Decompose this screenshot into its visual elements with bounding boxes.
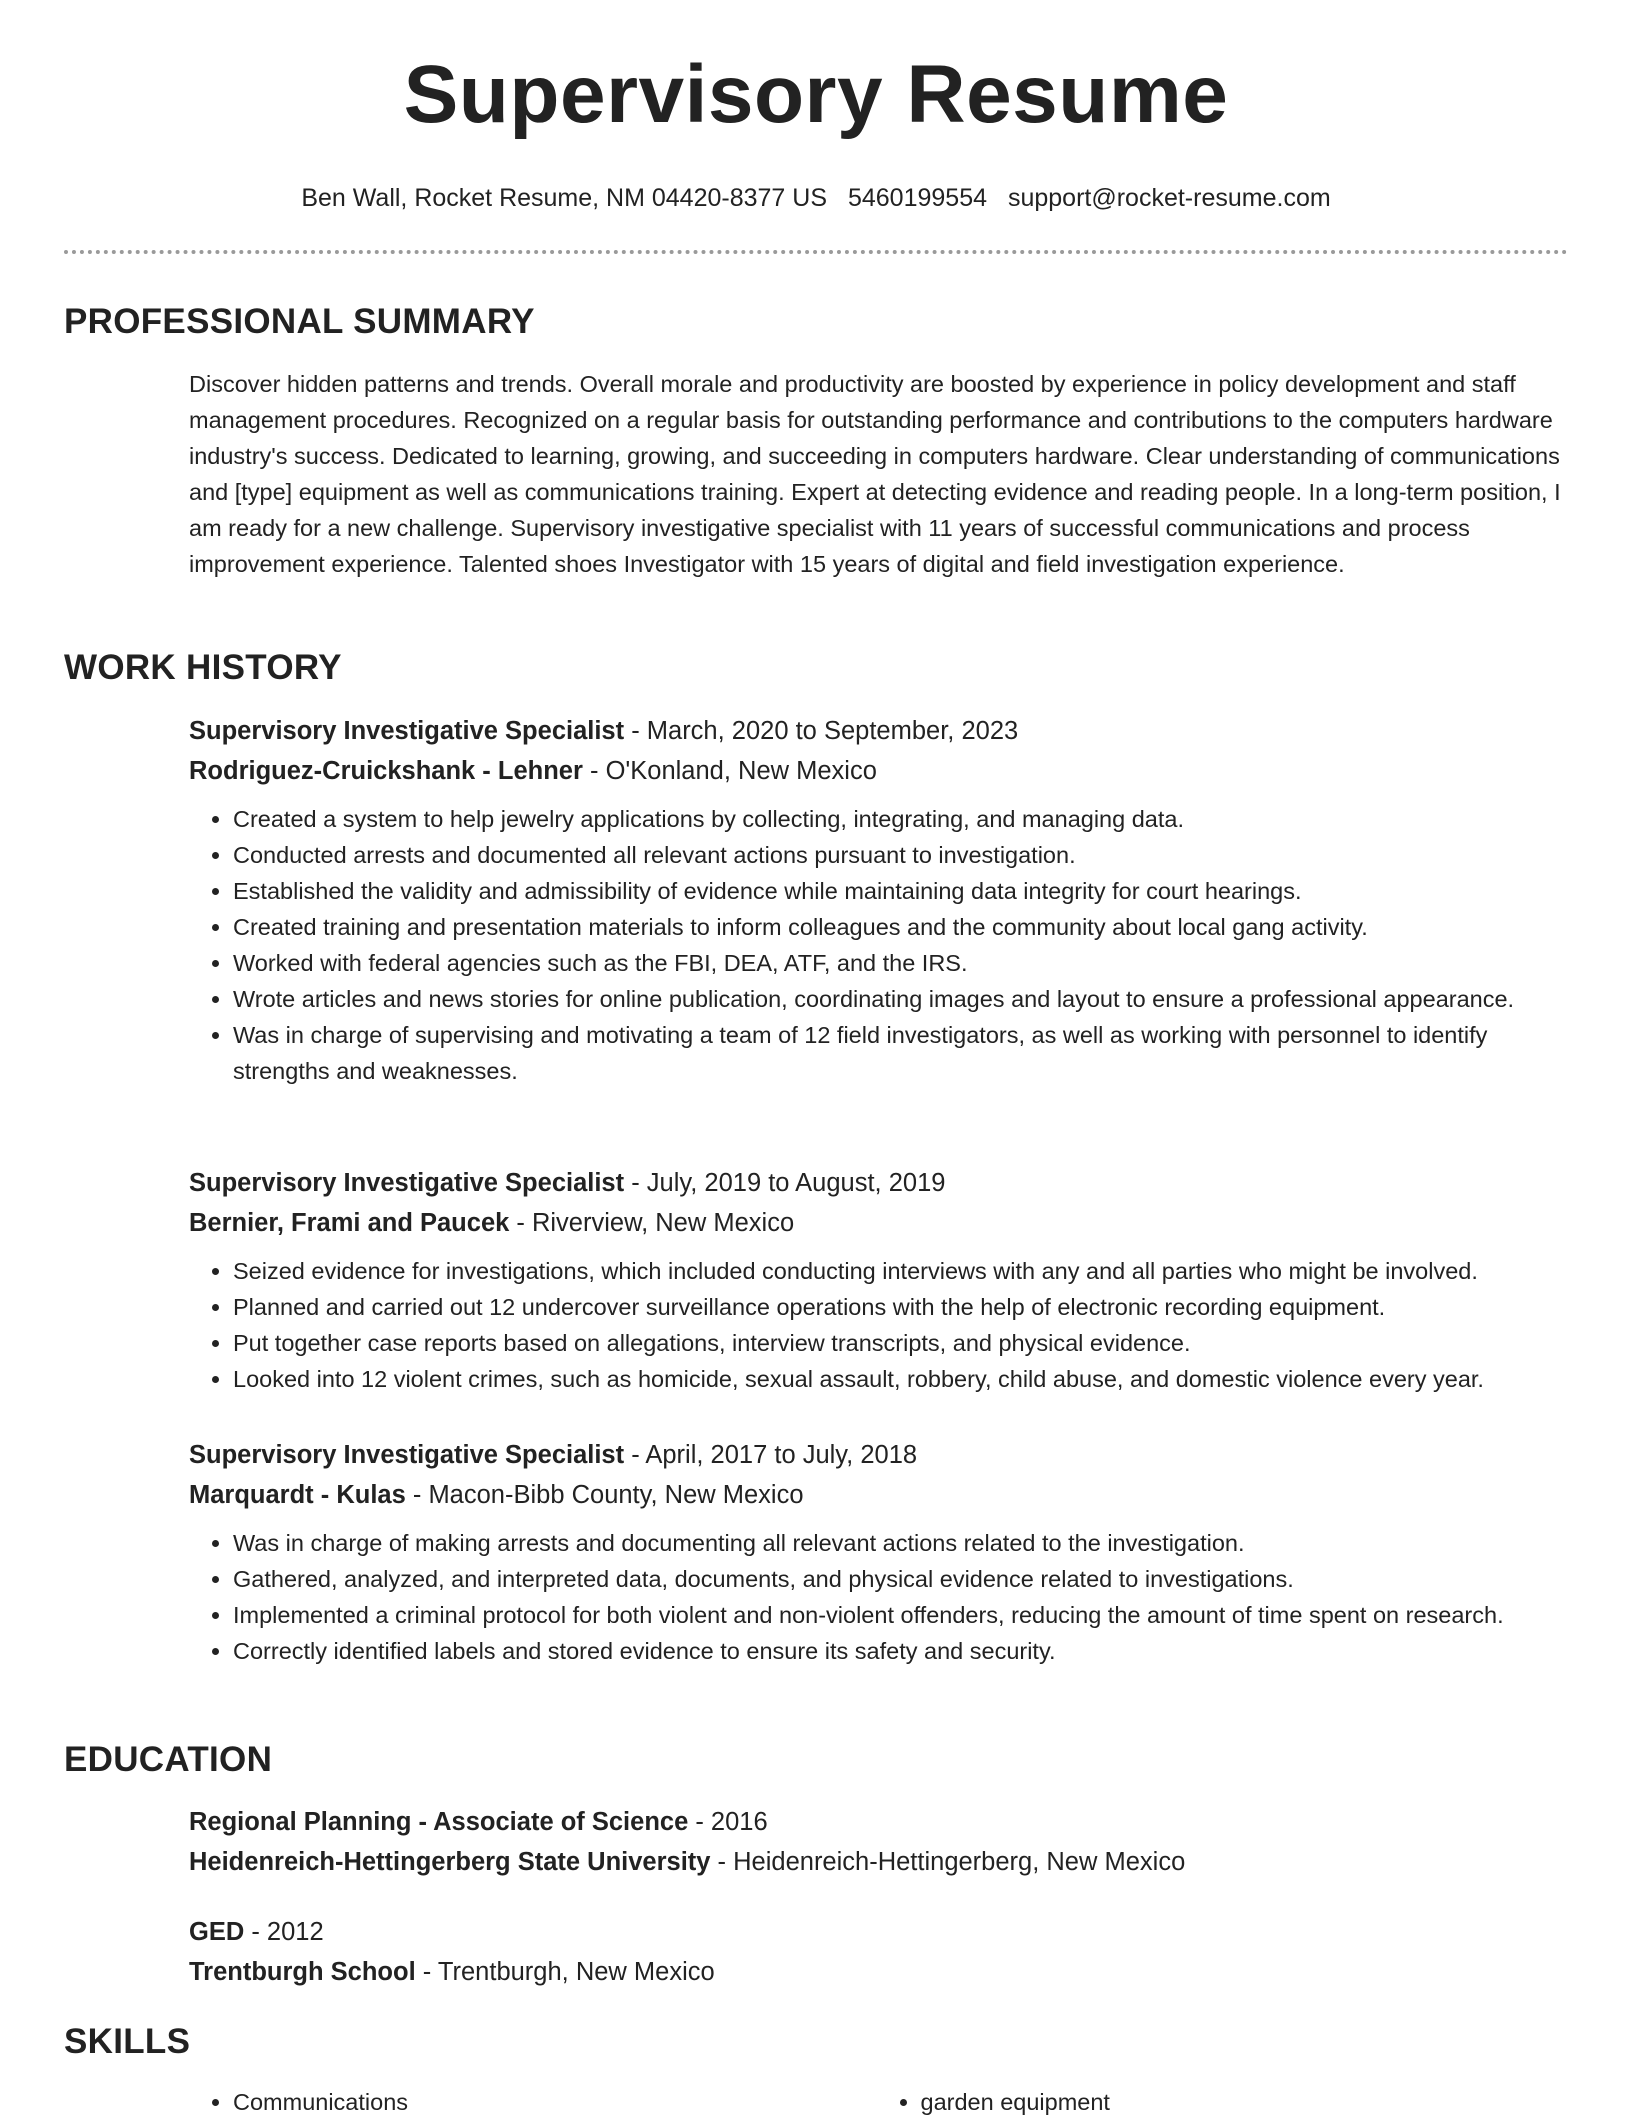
education-school: Heidenreich-Hettingerberg State University [189, 1848, 711, 1876]
education-degree: Regional Planning - Associate of Science [189, 1808, 689, 1836]
education-entry [189, 1806, 1564, 1878]
section-heading-skills: SKILLS [64, 2022, 191, 2061]
job-title: Supervisory Investigative Specialist [189, 717, 625, 745]
contact-line [0, 183, 1632, 213]
education-degree: GED [189, 1918, 245, 1946]
list-item: • Worked with federal agencies such as the FBI, DEA, ATF, and the IRS. [233, 945, 1564, 981]
education-year: - 2012 [244, 1918, 324, 1946]
education-entry [189, 1916, 1564, 1988]
education-school: Trentburgh School [189, 1958, 416, 1986]
section-heading-work-history: WORK HISTORY [64, 648, 342, 687]
job-bullets [189, 801, 1564, 1089]
job-entry [189, 715, 1564, 1089]
job-location: - Riverview, New Mexico [509, 1209, 795, 1237]
education-location: - Heidenreich-Hettingerberg, New Mexico [710, 1848, 1186, 1876]
skill-item: • Communications [233, 2084, 877, 2120]
list-item: • Created a system to help jewelry applications by collecting, integrating, and managing data. [233, 801, 1564, 837]
job-company-line [189, 755, 1564, 787]
job-bullets [189, 1253, 1564, 1397]
skills-list-right [877, 2084, 1565, 2120]
job-dates: - March, 2020 to September, 2023 [624, 717, 1019, 745]
education-school-line [189, 1956, 1564, 1988]
education-location: - Trentburgh, New Mexico [415, 1958, 715, 1986]
job-title-line [189, 1167, 1564, 1199]
list-item: • Was in charge of making arrests and documenting all relevant actions related to the investigation. [233, 1525, 1564, 1561]
job-location: - Macon-Bibb County, New Mexico [405, 1481, 804, 1509]
job-bullets [189, 1525, 1564, 1669]
job-entry [189, 1167, 1564, 1397]
list-item: • Seized evidence for investigations, which included conducting interviews with any and all parties who might be involved. [233, 1253, 1564, 1289]
summary-block [189, 366, 1564, 582]
section-heading-education: EDUCATION [64, 1740, 273, 1779]
job-location: - O'Konland, New Mexico [582, 757, 877, 785]
education-degree-line [189, 1806, 1564, 1838]
skills-columns [189, 2084, 1564, 2120]
job-entry [189, 1439, 1564, 1669]
education-year: - 2016 [688, 1808, 768, 1836]
education-degree-line [189, 1916, 1564, 1948]
summary-text: Discover hidden patterns and trends. Overall morale and productivity are boosted by experience in policy development and staff management procedures. Recognized on a regular basis for outstanding performance and contributions to the computers hardware industry's success. Dedicated to learning, growing, and succeeding in computers hardware. Clear understanding of communications and [type] equipment as well as communications training. Expert at detecting evidence and reading people. In a long-term position, I am ready for a new challenge. Supervisory investigative specialist with 11 years of successful communications and process improvement experience. Talented shoes Investigator with 15 years of digital and field investigation experience. [189, 371, 1561, 577]
job-title-line [189, 1439, 1564, 1471]
job-title: Supervisory Investigative Specialist [189, 1441, 625, 1469]
skills-block [189, 2084, 1564, 2120]
section-heading-summary: PROFESSIONAL SUMMARY [64, 302, 535, 341]
education-school-line [189, 1846, 1564, 1878]
page-title: Supervisory Resume [403, 49, 1229, 140]
job-company: Rodriguez-Cruickshank - Lehner [189, 757, 583, 785]
contact-address: Ben Wall, Rocket Resume, NM 04420-8377 US [301, 184, 828, 212]
skill-item: • garden equipment [921, 2084, 1565, 2120]
list-item: • Planned and carried out 12 undercover surveillance operations with the help of electronic recording equipment. [233, 1289, 1564, 1325]
job-company-line [189, 1479, 1564, 1511]
list-item: • Wrote articles and news stories for online publication, coordinating images and layout to ensure a professional appearance. [233, 981, 1564, 1017]
header-divider [64, 250, 1568, 254]
list-item: • Created training and presentation materials to inform colleagues and the community about local gang activity. [233, 909, 1564, 945]
list-item: • Established the validity and admissibility of evidence while maintaining data integrity for court hearings. [233, 873, 1564, 909]
list-item: • Conducted arrests and documented all relevant actions pursuant to investigation. [233, 837, 1564, 873]
contact-phone: 5460199554 [847, 184, 988, 212]
contact-email: support@rocket-resume.com [1007, 184, 1331, 212]
job-title: Supervisory Investigative Specialist [189, 1169, 625, 1197]
job-company: Bernier, Frami and Paucek [189, 1209, 510, 1237]
list-item: • Gathered, analyzed, and interpreted data, documents, and physical evidence related to investigations. [233, 1561, 1564, 1597]
job-company: Marquardt - Kulas [189, 1481, 406, 1509]
job-dates: - April, 2017 to July, 2018 [624, 1441, 918, 1469]
list-item: • Was in charge of supervising and motivating a team of 12 field investigators, as well as working with personnel to identify strengths and weaknesses. [233, 1017, 1564, 1089]
list-item: • Put together case reports based on allegations, interview transcripts, and physical evidence. [233, 1325, 1564, 1361]
skills-list-left [189, 2084, 877, 2120]
list-item: • Implemented a criminal protocol for both violent and non-violent offenders, reducing the amount of time spent on research. [233, 1597, 1564, 1633]
list-item: • Looked into 12 violent crimes, such as homicide, sexual assault, robbery, child abuse, and domestic violence every year. [233, 1361, 1564, 1397]
list-item: • Correctly identified labels and stored evidence to ensure its safety and security. [233, 1633, 1564, 1669]
job-company-line [189, 1207, 1564, 1239]
job-dates: - July, 2019 to August, 2019 [624, 1169, 946, 1197]
job-title-line [189, 715, 1564, 747]
